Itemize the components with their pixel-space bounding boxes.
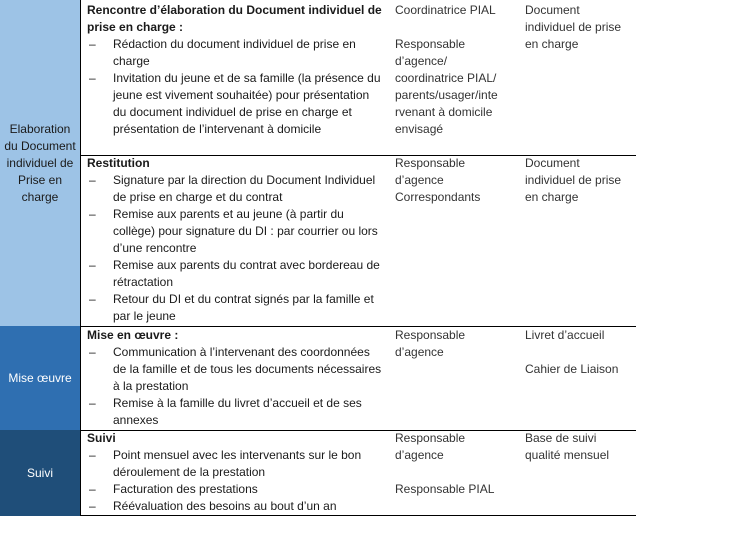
document-text: Document individuel de prise en charge — [525, 156, 622, 204]
action-item: – Communication à l’intervenant des coordonnées de la famille et de tous les documents nécessaires à la prestation — [87, 344, 383, 395]
phase-mise-oeuvre — [0, 326, 80, 430]
responsible-text: Responsable PIAL — [395, 482, 495, 496]
document-text: Document individuel de prise en charge — [525, 3, 622, 51]
responsible-cell — [395, 327, 515, 361]
action-item: – Signature par la direction du Document Individuel de prise en charge et du contrat — [87, 172, 383, 206]
action-item: – Retour du DI et du contrat signés par la famille et par le jeune — [87, 291, 383, 325]
column-divider — [80, 0, 81, 516]
action-item: – Invitation du jeune et de sa famille (la présence du jeune est vivement souhaitée) pour présentation du document individuel de prise en charge et présentation de l’intervenant à domicile — [87, 70, 383, 138]
action-list — [87, 344, 383, 429]
table-bottom-border — [80, 515, 636, 516]
responsible-cell — [395, 2, 515, 138]
action-list — [87, 36, 383, 138]
responsible-text: Responsable d’agence/ coordinatrice PIAL/ parents/usager/inte rvenant à domicile envisagé — [395, 37, 498, 136]
phase-suivi — [0, 430, 80, 516]
action-item: – Rédaction du document individuel de prise en charge — [87, 36, 383, 70]
responsible-text: Responsable d’agence — [395, 431, 466, 462]
responsible-cell — [395, 430, 515, 498]
action-item: – Remise à la famille du livret d’accueil et de ses annexes — [87, 395, 383, 429]
phase-label: Suivi — [26, 465, 53, 480]
action-list — [87, 447, 383, 515]
document-cell — [525, 155, 633, 206]
action-item: – Remise aux parents du contrat avec bordereau de rétractation — [87, 257, 383, 291]
phase-label: Mise œuvre — [8, 370, 72, 385]
action-cell — [87, 155, 383, 325]
document-cell — [525, 430, 633, 464]
document-cell — [525, 327, 633, 378]
document-text: Cahier de Liaison — [525, 362, 619, 376]
action-list — [87, 172, 383, 325]
responsible-text: Coordinatrice PIAL — [395, 3, 496, 17]
action-cell — [87, 430, 383, 515]
action-item: – Remise aux parents et au jeune (à partir du collège) pour signature du DI : par courrier ou lors d’une rencontre — [87, 206, 383, 257]
document-cell — [525, 2, 633, 53]
document-text: Livret d’accueil — [525, 328, 605, 342]
row-title: Suivi — [87, 431, 116, 445]
phase-elaboration — [0, 0, 80, 326]
action-item: – Réévaluation des besoins au bout d’un an — [87, 498, 383, 515]
action-cell — [87, 327, 383, 429]
row-title: Mise en œuvre : — [87, 328, 179, 342]
action-item: – Facturation des prestations — [87, 481, 383, 498]
document-text: Base de suivi qualité mensuel — [525, 431, 610, 462]
responsible-cell — [395, 155, 515, 206]
row-title: Rencontre d’élaboration du Document individuel de prise en charge : — [87, 3, 382, 34]
responsible-text: Responsable d’agence Correspondants — [395, 156, 481, 204]
responsible-text: Responsable d’agence — [395, 328, 466, 359]
action-item: – Point mensuel avec les intervenants sur le bon déroulement de la prestation — [87, 447, 383, 481]
action-cell — [87, 2, 383, 138]
phase-label: Elaboration du Document individuel de Prise en charge — [4, 121, 76, 204]
row-title: Restitution — [87, 156, 150, 170]
